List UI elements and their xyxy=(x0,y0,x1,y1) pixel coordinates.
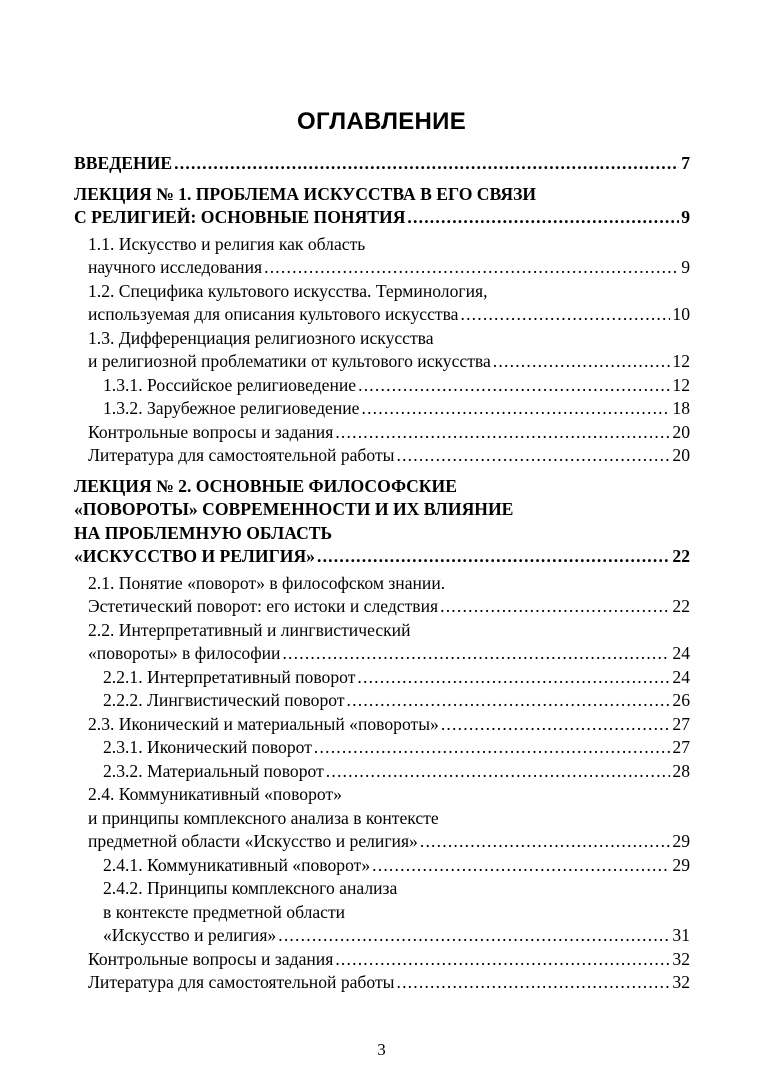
toc-entry-page: 10 xyxy=(672,304,690,324)
toc-entry-page: 32 xyxy=(672,948,690,969)
toc-entry xyxy=(74,280,690,327)
dot-leader xyxy=(174,152,679,176)
toc-entry-text: 1.1. Искусство и религия как область xyxy=(88,233,366,254)
dot-leader xyxy=(460,303,670,327)
toc-entry-page: 22 xyxy=(672,596,690,616)
toc-entry-page: 28 xyxy=(672,760,690,781)
dot-leader xyxy=(317,545,670,569)
toc-entry-page: 32 xyxy=(672,972,690,992)
toc-entry-line xyxy=(88,971,690,995)
toc-entry-page: 12 xyxy=(672,351,690,371)
dot-leader xyxy=(335,421,670,445)
toc-entry xyxy=(74,948,690,972)
toc-entry-page: 24 xyxy=(672,643,690,663)
toc-entry xyxy=(74,183,690,230)
toc-title: ОГЛАВЛЕНИЕ xyxy=(296,108,467,135)
toc-entry-page: 29 xyxy=(672,831,690,851)
toc-entry xyxy=(74,233,690,280)
toc-entry-line xyxy=(74,206,690,230)
dot-leader xyxy=(314,736,671,760)
toc-entry-page: 29 xyxy=(672,854,690,875)
toc-entry-line xyxy=(88,303,690,327)
dot-leader xyxy=(440,595,670,619)
toc-entry-page: 27 xyxy=(672,737,690,757)
toc-entry-text: 2.3. Иконический и материальный «повороты» xyxy=(88,713,439,734)
dot-leader xyxy=(361,397,670,421)
dot-leader xyxy=(420,830,671,854)
toc-entry-text: Литература для самостоятельной работы xyxy=(88,445,395,465)
toc-entry xyxy=(74,971,690,995)
toc-entry-page: 12 xyxy=(672,374,690,395)
toc-entry-text: используемая для описания культового искусства xyxy=(88,304,459,324)
toc-entry-text: в контексте предметной области xyxy=(103,901,346,922)
toc-entry xyxy=(74,877,690,948)
toc-entry-text: 2.2.2. Лингвистический поворот xyxy=(103,690,345,710)
toc-entry-line xyxy=(88,350,690,374)
dot-leader xyxy=(282,642,670,666)
toc-entry-line xyxy=(88,713,690,737)
toc-entry-page: 27 xyxy=(672,713,690,734)
dot-leader xyxy=(326,760,671,784)
dot-leader xyxy=(396,444,670,468)
toc-entry-page: 20 xyxy=(672,421,690,442)
dot-leader xyxy=(357,666,670,690)
toc-entry-page: 26 xyxy=(672,690,690,710)
toc-entry-text: ЛЕКЦИЯ № 2. ОСНОВНЫЕ ФИЛОСОФСКИЕ xyxy=(74,475,457,496)
toc-entry-line xyxy=(103,736,690,760)
toc-entry-line xyxy=(103,854,690,878)
toc-entry xyxy=(74,619,690,666)
toc-entry-line xyxy=(88,830,690,854)
toc-entry xyxy=(74,689,690,713)
toc-entry-text: «ПОВОРОТЫ» СОВРЕМЕННОСТИ И ИХ ВЛИЯНИЕ xyxy=(74,499,514,519)
toc-entry-page: 31 xyxy=(672,925,690,945)
toc-entry-line xyxy=(88,642,690,666)
toc-entry-text: 2.2. Интерпретативный и лингвистический xyxy=(88,619,411,640)
toc-entry-text: ВВЕДЕНИЕ xyxy=(74,153,173,173)
dot-leader xyxy=(372,854,670,878)
toc-list xyxy=(74,152,690,995)
toc-entry-line xyxy=(103,374,690,398)
toc-entry-line xyxy=(88,444,690,468)
toc-entry-line xyxy=(88,948,690,972)
toc-entry-text: ЛЕКЦИЯ № 1. ПРОБЛЕМА ИСКУССТВА В ЕГО СВЯЗИ xyxy=(74,183,537,204)
dot-leader xyxy=(493,350,671,374)
dot-leader xyxy=(407,206,679,230)
toc-entry-line xyxy=(88,256,690,280)
toc-entry xyxy=(74,854,690,878)
toc-entry-text: «повороты» в философии xyxy=(88,643,281,663)
toc-entry-text: 2.4. Коммуникативный «поворот» xyxy=(88,784,342,804)
dot-leader xyxy=(441,713,671,737)
toc-entry-text: Эстетический поворот: его истоки и следствия xyxy=(88,596,439,616)
dot-leader xyxy=(335,948,670,972)
toc-entry-text: 2.4.1. Коммуникативный «поворот» xyxy=(103,854,371,875)
toc-entry xyxy=(74,783,690,854)
toc-entry-text: С РЕЛИГИЕЙ: ОСНОВНЫЕ ПОНЯТИЯ xyxy=(74,207,406,227)
dot-leader xyxy=(278,924,670,948)
dot-leader xyxy=(396,971,670,995)
toc-entry-page: 9 xyxy=(681,207,690,227)
toc-entry-line xyxy=(103,397,690,421)
toc-entry-text: 2.3.2. Материальный поворот xyxy=(103,760,324,781)
toc-entry-text: 1.3. Дифференциация религиозного искусства xyxy=(88,327,434,348)
toc-entry-text: и религиозной проблематики от культового искусства xyxy=(88,351,491,371)
toc-entry-line xyxy=(88,421,690,445)
toc-entry-text: «Искусство и религия» xyxy=(103,925,277,945)
toc-entry xyxy=(74,327,690,374)
toc-entry xyxy=(74,760,690,784)
toc-entry-line xyxy=(74,545,690,569)
toc-entry-text: 2.2.1. Интерпретативный поворот xyxy=(103,666,356,687)
toc-entry-page: 18 xyxy=(672,398,690,418)
toc-entry xyxy=(74,572,690,619)
toc-entry-text: Литература для самостоятельной работы xyxy=(88,972,395,992)
toc-entry xyxy=(74,713,690,737)
toc-entry xyxy=(74,475,690,569)
toc-entry-line xyxy=(103,760,690,784)
toc-entry-text: НА ПРОБЛЕМНУЮ ОБЛАСТЬ xyxy=(74,522,333,543)
dot-leader xyxy=(347,689,671,713)
toc-entry-page: 22 xyxy=(672,546,690,566)
toc-entry-text: 1.3.2. Зарубежное религиоведение xyxy=(103,398,360,418)
toc-entry-text: и принципы комплексного анализа в контексте xyxy=(88,807,439,828)
toc-entry-text: 1.3.1. Российское религиоведение xyxy=(103,374,357,395)
toc-entry-text: «ИСКУССТВО И РЕЛИГИЯ» xyxy=(74,546,315,566)
toc-entry-page: 7 xyxy=(681,153,690,173)
toc-entry xyxy=(74,421,690,445)
toc-entry xyxy=(74,444,690,468)
toc-entry-line xyxy=(88,595,690,619)
toc-entry-page: 9 xyxy=(681,257,690,277)
toc-entry xyxy=(74,666,690,690)
toc-entry-text: Контрольные вопросы и задания xyxy=(88,421,334,442)
toc-entry-line xyxy=(103,689,690,713)
toc-entry-text: 2.1. Понятие «поворот» в философском знании. xyxy=(88,572,446,593)
toc-entry xyxy=(74,152,690,176)
toc-entry-line xyxy=(103,924,690,948)
toc-entry-text: 2.3.1. Иконический поворот xyxy=(103,737,312,757)
toc-entry-text: предметной области «Искусство и религия» xyxy=(88,831,418,851)
toc-entry xyxy=(74,397,690,421)
toc-entry-text: 1.2. Специфика культового искусства. Терминология, xyxy=(88,280,488,301)
dot-leader xyxy=(358,374,670,398)
toc-entry-line xyxy=(103,666,690,690)
toc-entry-line xyxy=(74,152,690,176)
toc-entry-text: научного исследования xyxy=(88,257,263,277)
toc-entry-page: 24 xyxy=(672,666,690,687)
dot-leader xyxy=(264,256,679,280)
toc-entry xyxy=(74,736,690,760)
toc-entry-text: Контрольные вопросы и задания xyxy=(88,948,334,969)
toc-entry-page: 20 xyxy=(672,445,690,465)
toc-entry-text: 2.4.2. Принципы комплексного анализа xyxy=(103,878,398,898)
toc-entry xyxy=(74,374,690,398)
page-number: 3 xyxy=(377,1040,386,1059)
